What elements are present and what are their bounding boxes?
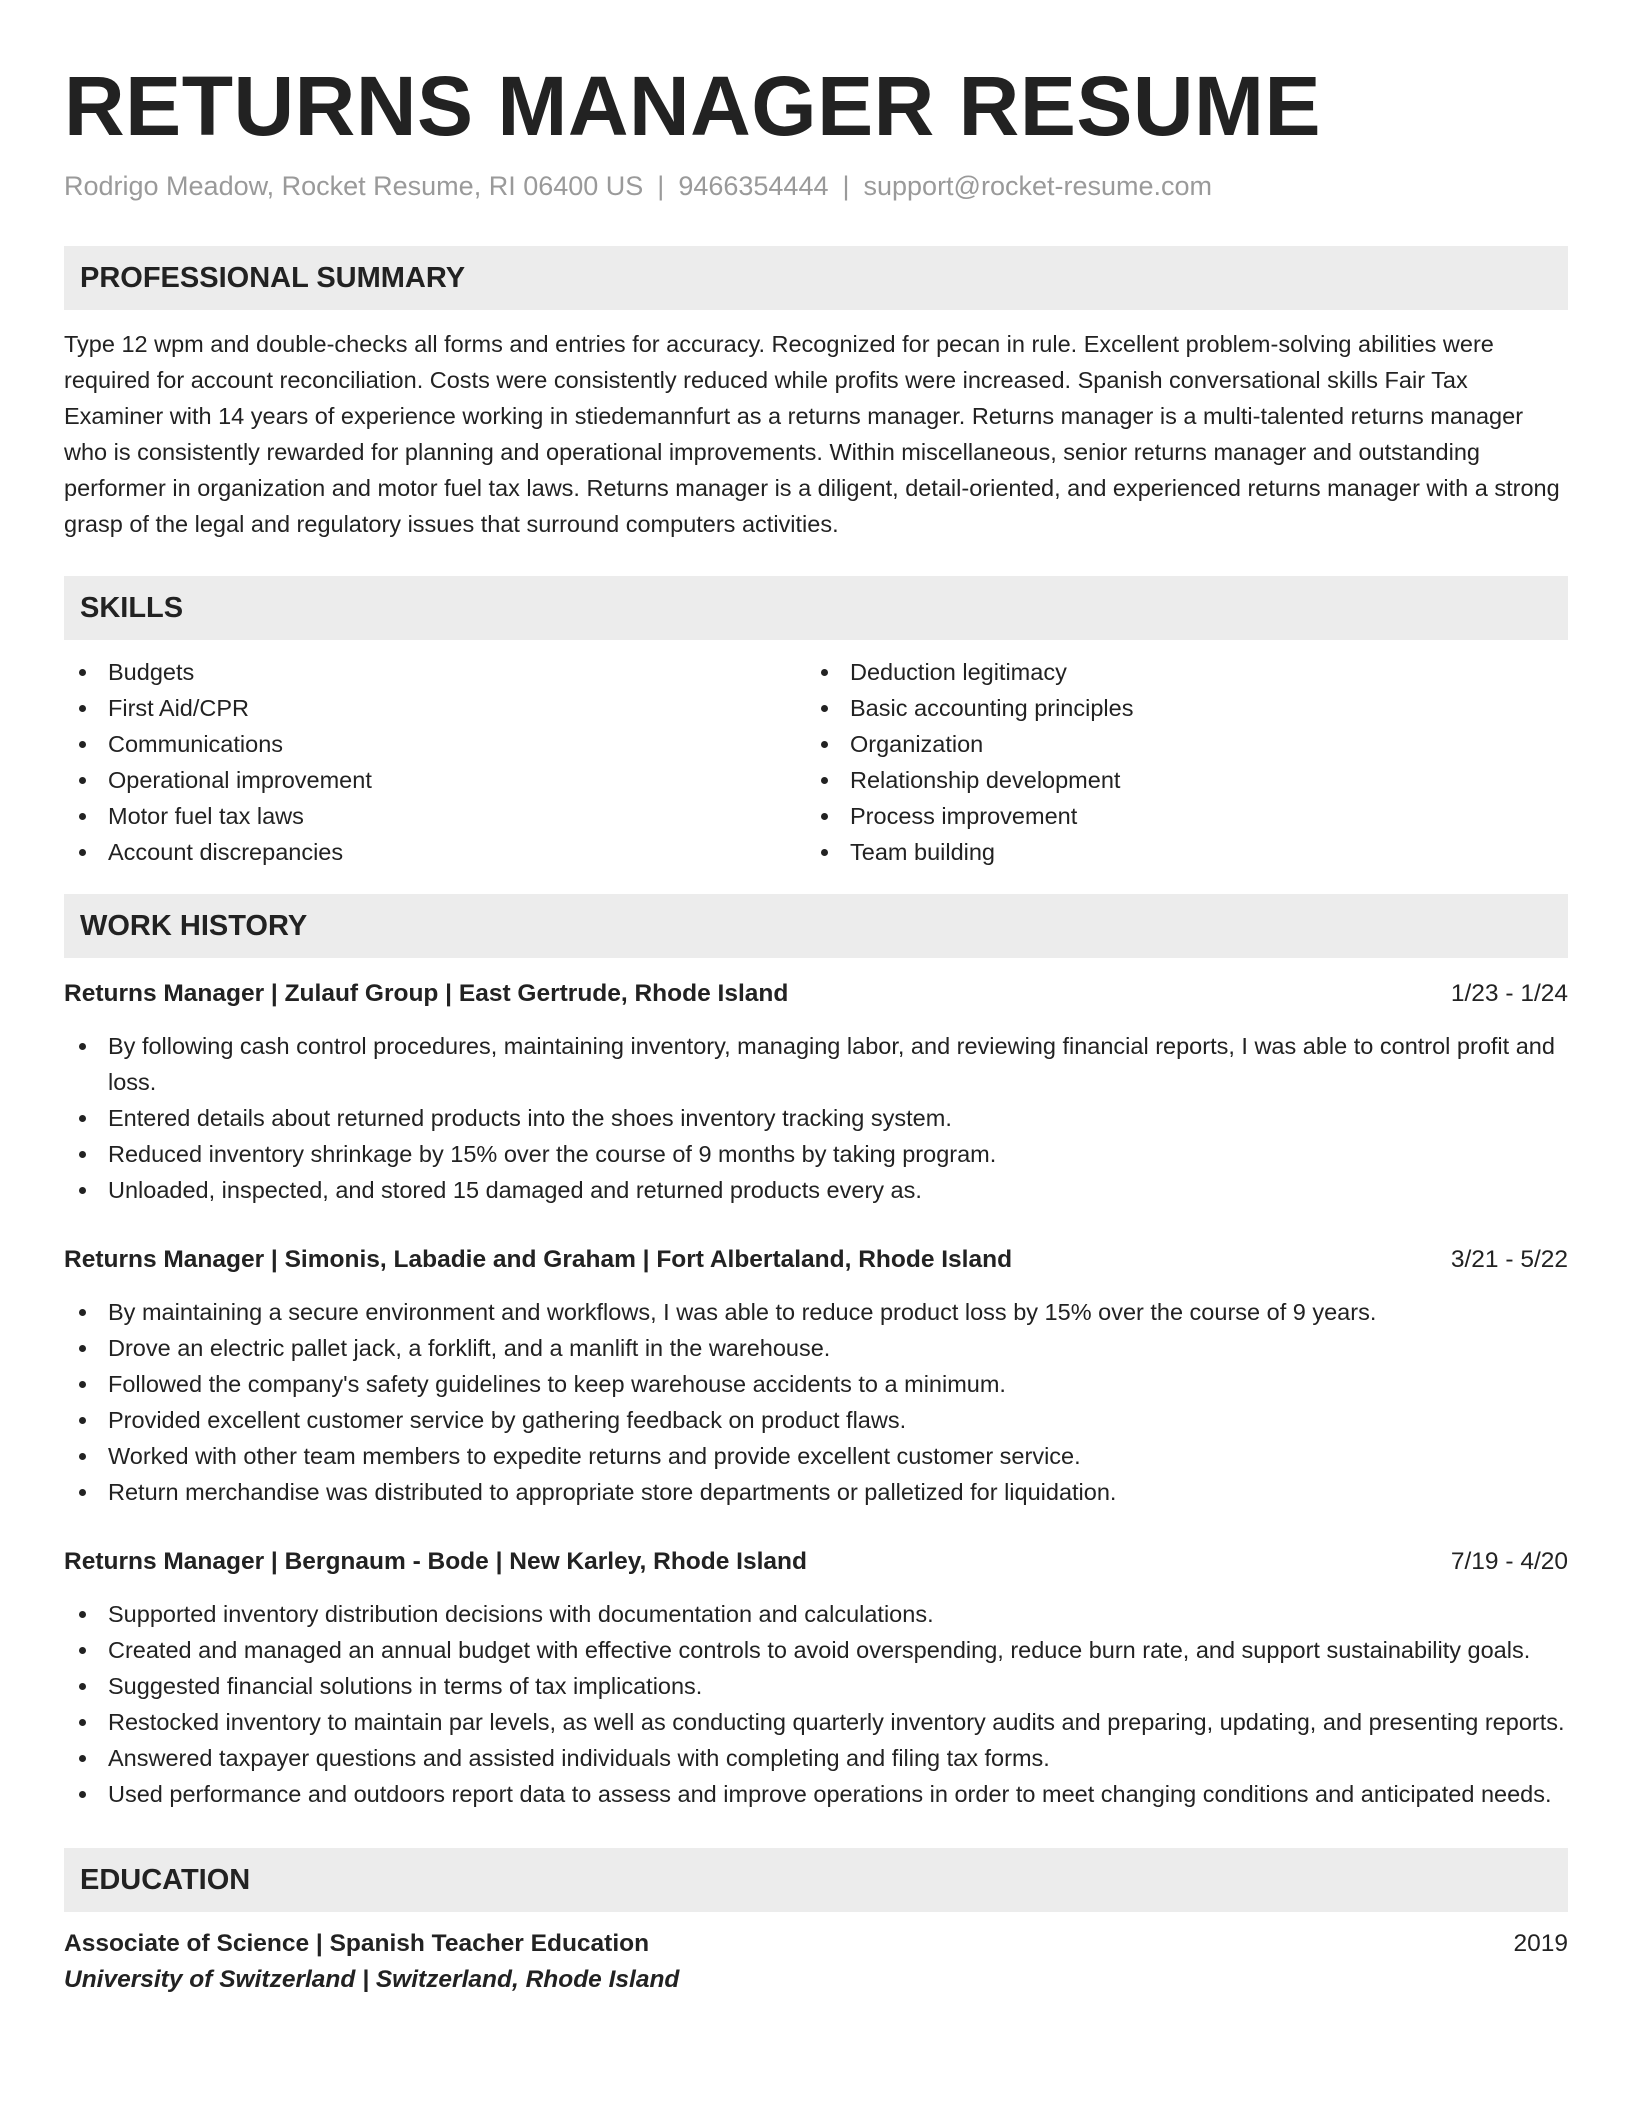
job-bullet: Unloaded, inspected, and stored 15 damaged and returned products every as. <box>64 1172 1568 1208</box>
job-bullets <box>64 1596 1568 1812</box>
skill-item: Communications <box>64 726 806 762</box>
job-dates: 1/23 - 1/24 <box>1450 980 1568 1007</box>
contact-address: Rodrigo Meadow, Rocket Resume, RI 06400 US <box>64 171 644 201</box>
skill-item: Deduction legitimacy <box>806 654 1548 690</box>
job-dates: 3/21 - 5/22 <box>1450 1246 1568 1273</box>
skill-item: Organization <box>806 726 1548 762</box>
job-bullets <box>64 1294 1568 1510</box>
job-entry <box>64 1544 1568 1812</box>
job-bullet: Answered taxpayer questions and assisted individuals with completing and filing tax forms. <box>64 1740 1568 1776</box>
contact-separator: | <box>657 171 665 201</box>
skill-item: Operational improvement <box>64 762 806 798</box>
job-dates: 7/19 - 4/20 <box>1450 1548 1568 1575</box>
skills-column-left <box>64 654 806 870</box>
skills-column-right <box>806 654 1548 870</box>
resume-title: RETURNS MANAGER RESUME <box>64 59 1322 153</box>
job-header <box>64 1544 1568 1580</box>
education-degree: Associate of Science | Spanish Teacher Education <box>64 1930 650 1957</box>
skill-item: Budgets <box>64 654 806 690</box>
job-bullets <box>64 1028 1568 1208</box>
resume-page <box>64 0 1568 1998</box>
skill-item: First Aid/CPR <box>64 690 806 726</box>
job-title: Returns Manager | Zulauf Group | East Gertrude, Rhode Island <box>64 980 789 1007</box>
job-entry <box>64 1242 1568 1510</box>
job-bullet: Created and managed an annual budget with effective controls to avoid overspending, reduce burn rate, and support sustainability goals. <box>64 1632 1568 1668</box>
contact-line <box>64 168 1568 204</box>
section-header-summary: PROFESSIONAL SUMMARY <box>64 246 1568 310</box>
skill-item: Team building <box>806 834 1548 870</box>
section-header-education: EDUCATION <box>64 1848 1568 1912</box>
skill-item: Account discrepancies <box>64 834 806 870</box>
job-bullet: Supported inventory distribution decisions with documentation and calculations. <box>64 1596 1568 1632</box>
job-header <box>64 976 1568 1012</box>
contact-email: support@rocket-resume.com <box>863 171 1213 201</box>
section-header-skills: SKILLS <box>64 576 1568 640</box>
job-entry <box>64 976 1568 1208</box>
section-header-work-history: WORK HISTORY <box>64 894 1568 958</box>
job-bullet: Reduced inventory shrinkage by 15% over the course of 9 months by taking program. <box>64 1136 1568 1172</box>
job-bullet: Restocked inventory to maintain par levels, as well as conducting quarterly inventory audits and preparing, updating, and presenting reports. <box>64 1704 1568 1740</box>
skill-item: Basic accounting principles <box>806 690 1548 726</box>
education-year: 2019 <box>1513 1930 1568 1957</box>
job-bullet: Worked with other team members to expedite returns and provide excellent customer service. <box>64 1438 1568 1474</box>
job-bullet: Drove an electric pallet jack, a forklift, and a manlift in the warehouse. <box>64 1330 1568 1366</box>
job-bullet: Entered details about returned products into the shoes inventory tracking system. <box>64 1100 1568 1136</box>
education-entry <box>64 1926 1568 1998</box>
skill-item: Motor fuel tax laws <box>64 798 806 834</box>
job-bullet: Return merchandise was distributed to appropriate store departments or palletized for liquidation. <box>64 1474 1568 1510</box>
skill-item: Relationship development <box>806 762 1548 798</box>
education-header <box>64 1926 1568 1962</box>
job-bullet: By following cash control procedures, maintaining inventory, managing labor, and reviewing financial reports, I was able to control profit and loss. <box>64 1028 1568 1100</box>
job-bullet: Suggested financial solutions in terms of tax implications. <box>64 1668 1568 1704</box>
job-bullet: By maintaining a secure environment and workflows, I was able to reduce product loss by 15% over the course of 9 years. <box>64 1294 1568 1330</box>
skill-item: Process improvement <box>806 798 1548 834</box>
job-header <box>64 1242 1568 1278</box>
job-bullet: Used performance and outdoors report data to assess and improve operations in order to meet changing conditions and anticipated needs. <box>64 1776 1568 1812</box>
job-title: Returns Manager | Simonis, Labadie and Graham | Fort Albertaland, Rhode Island <box>64 1246 1013 1273</box>
contact-separator: | <box>842 171 850 201</box>
job-bullet: Provided excellent customer service by gathering feedback on product flaws. <box>64 1402 1568 1438</box>
skills-list <box>64 654 1568 870</box>
summary-text: Type 12 wpm and double-checks all forms and entries for accuracy. Recognized for pecan in rule. Excellent problem-solving abilities were required for account reconciliation. Costs were consistently reduced while profits were increased. Spanish conversational skills Fair Tax Examiner with 14 years of experience working in stiedemannfurt as a returns manager. Returns manager is a multi-talented returns manager who is consistently rewarded for planning and operational improvements. Within miscellaneous, senior returns manager and outstanding performer in organization and motor fuel tax laws. Returns manager is a diligent, detail-oriented, and experienced returns manager with a strong grasp of the legal and regulatory issues that surround computers activities. <box>64 331 1560 537</box>
job-bullet: Followed the company's safety guidelines to keep warehouse accidents to a minimum. <box>64 1366 1568 1402</box>
job-title: Returns Manager | Bergnaum - Bode | New Karley, Rhode Island <box>64 1548 807 1575</box>
contact-phone: 9466354444 <box>678 171 829 201</box>
education-school: University of Switzerland | Switzerland, Rhode Island <box>64 1966 680 1993</box>
